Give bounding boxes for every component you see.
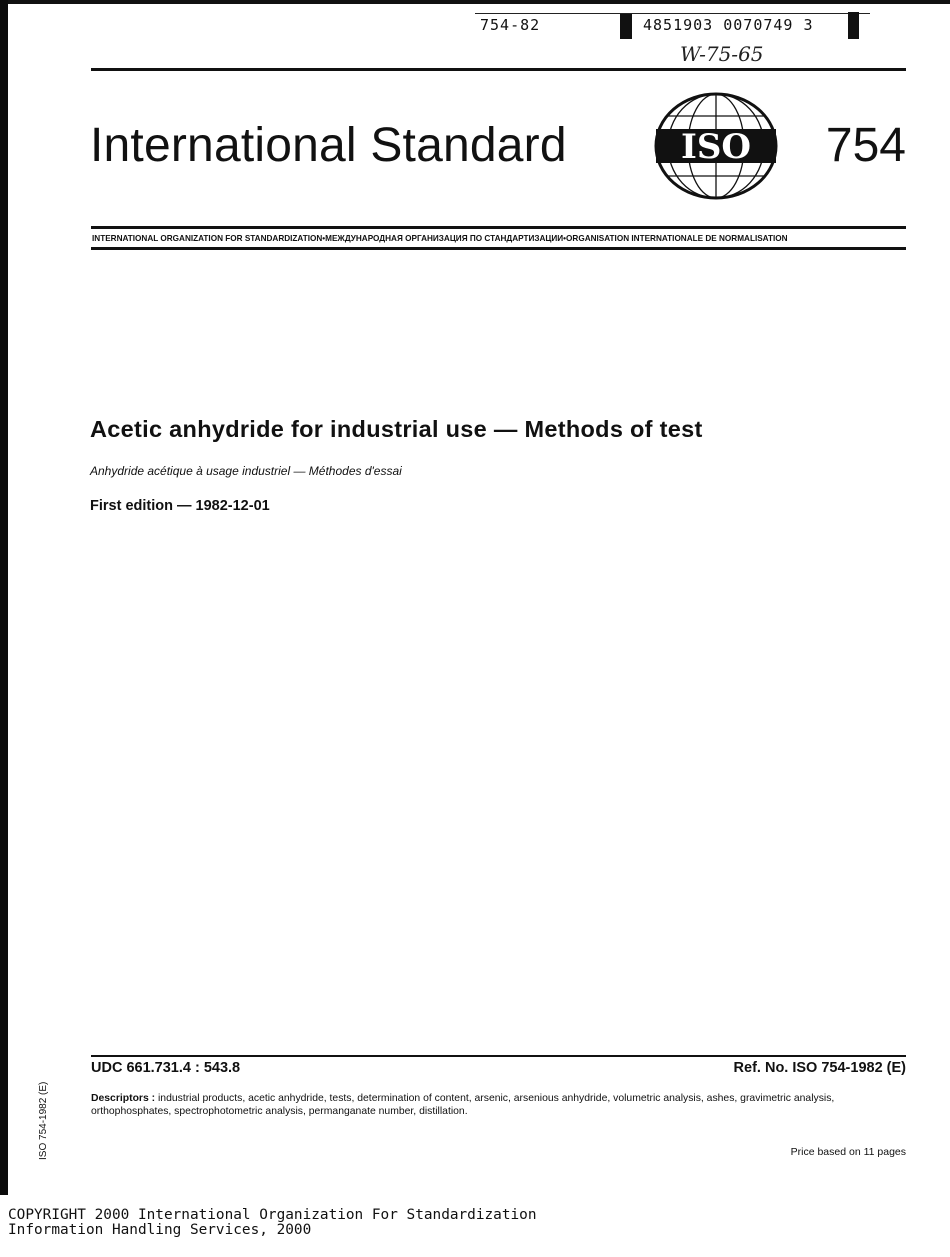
edition-info: First edition — 1982-12-01 xyxy=(90,498,270,514)
copyright-line-2: Information Handling Services, 2000 xyxy=(8,1222,312,1238)
scan-edge-strip xyxy=(0,0,8,1195)
header-rule xyxy=(91,68,906,71)
org-rule-top xyxy=(91,226,906,229)
svg-text:ISO: ISO xyxy=(680,127,752,167)
reference-number: Ref. No. ISO 754-1982 (E) xyxy=(733,1060,906,1076)
descriptors-label: Descriptors : xyxy=(91,1093,156,1104)
standard-number: 754 xyxy=(825,119,906,172)
side-code: ISO 754-1982 (E) xyxy=(38,1081,49,1160)
org-rule-bottom xyxy=(91,247,906,250)
descriptors-text: industrial products, acetic anhydride, tests, determination of content, arsenic, arsenious anhydride, volumetric analysis, ashes, gravimetric analysis, orthophosphates, spectrophotometric analysis, permanganate number, distillation. xyxy=(91,1093,835,1117)
handwritten-note: W-75-65 xyxy=(680,42,764,66)
stamp-right-code: 4851903 0070749 3 xyxy=(643,16,814,34)
descriptors xyxy=(91,1092,906,1118)
price-note: Price based on 11 pages xyxy=(790,1146,906,1158)
top-edge xyxy=(0,0,950,4)
stamp-bar xyxy=(848,12,859,39)
copyright-notice xyxy=(8,1208,537,1238)
copyright-line-1: COPYRIGHT 2000 International Organization For Standardization xyxy=(8,1207,537,1223)
organization-line: INTERNATIONAL ORGANIZATION FOR STANDARDIZATION•МЕЖДУНАРОДНАЯ ОРГАНИЗАЦИЯ ПО СТАНДАРТИЗАЦИИ•ORGANISATION INTERNATIONALE DE NORMALISATION xyxy=(92,234,788,243)
document-title: Acetic anhydride for industrial use — Methods of test xyxy=(90,416,703,442)
stamp-line xyxy=(475,13,870,14)
french-title: Anhydride acétique à usage industriel — Méthodes d'essai xyxy=(90,464,402,478)
page-title: International Standard xyxy=(90,119,567,172)
stamp-bar xyxy=(620,14,632,39)
iso-logo xyxy=(650,92,782,200)
footer-rule xyxy=(91,1055,906,1057)
stamp-left-code: 754-82 xyxy=(480,16,541,34)
udc-code: UDC 661.731.4 : 543.8 xyxy=(91,1060,241,1076)
